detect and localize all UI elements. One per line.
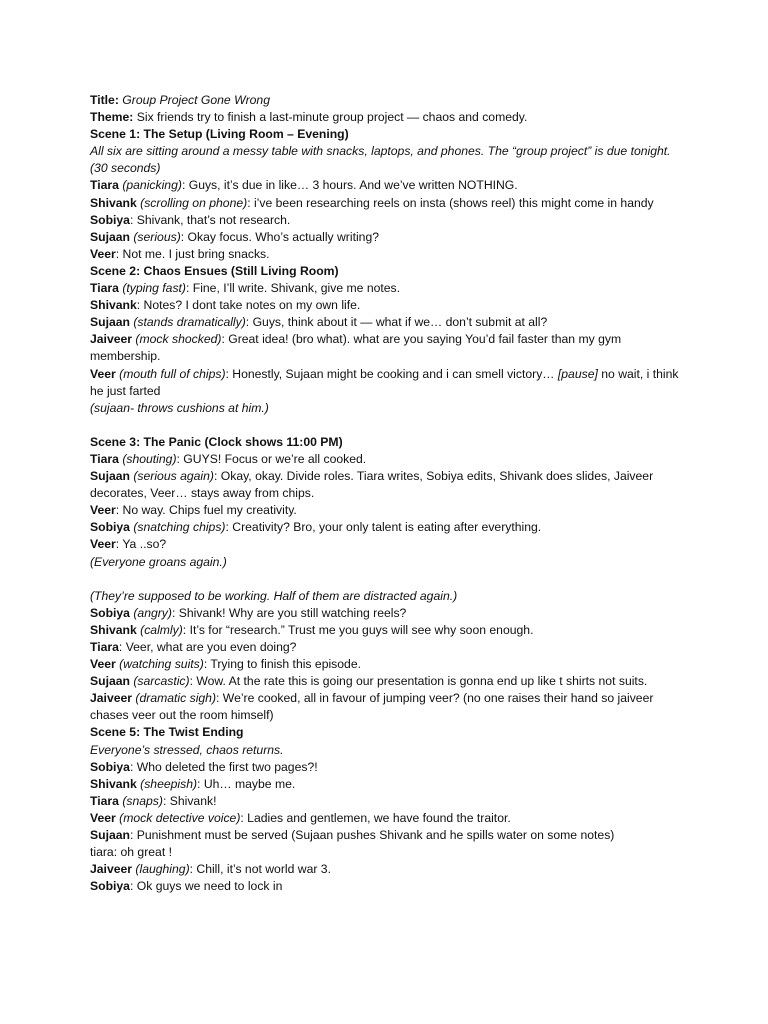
- dialogue-text: : Ladies and gentlemen, we have found the traitor.: [240, 810, 511, 825]
- stage-direction: (30 seconds): [90, 161, 161, 176]
- dialogue-text: no wait, i think he just farted: [90, 366, 679, 398]
- speaker-name: Sujaan: [90, 469, 130, 484]
- dialogue-text: : Guys, it’s due in like… 3 hours. And we’ve written NOTHING.: [181, 178, 518, 193]
- speaker-name: Sobiya: [90, 759, 130, 774]
- dialogue-text: : Okay focus. Who’s actually writing?: [180, 229, 380, 244]
- blank-line: [90, 571, 690, 588]
- parenthetical: (sheepish): [140, 776, 198, 791]
- dialogue-line: [90, 519, 690, 536]
- parenthetical: (watching suits): [119, 657, 204, 672]
- parenthetical: (sarcastic): [133, 674, 190, 689]
- stage-direction: Everyone’s stressed, chaos returns.: [90, 742, 284, 757]
- theme-label: Theme:: [90, 110, 134, 125]
- dialogue-text: : Who deleted the first two pages?!: [129, 759, 318, 774]
- parenthetical: [pause]: [557, 366, 598, 381]
- dialogue-line: [90, 451, 690, 468]
- parenthetical: (stands dramatically): [133, 315, 246, 330]
- dialogue-line: [90, 810, 690, 827]
- dialogue-line: [90, 622, 690, 639]
- scene-heading: Scene 3: The Panic (Clock shows 11:00 PM): [90, 434, 343, 449]
- dialogue-text: : Okay, okay. Divide roles. Tiara writes, Sobiya edits, Shivank does slides, Jaiveer decorates, Veer… stays away from chips.: [90, 469, 654, 501]
- parenthetical: (panicking): [122, 178, 182, 193]
- theme-value: Six friends try to finish a last-minute group project — chaos and comedy.: [136, 110, 528, 125]
- blank-line: [90, 417, 690, 434]
- stage-direction: (sujaan- throws cushions at him.): [90, 400, 269, 415]
- speaker-name: Sobiya: [90, 212, 130, 227]
- dialogue-text: : Punishment must be served (Sujaan pushes Shivank and he spills water on some notes): [129, 828, 615, 843]
- stage-direction: (They’re supposed to be working. Half of them are distracted again.): [90, 588, 458, 603]
- speaker-name: Shivank: [90, 298, 137, 313]
- dialogue-text: : Notes? I dont take notes on my own life.: [136, 298, 361, 313]
- speaker-name: Shivank: [90, 622, 137, 637]
- dialogue-text: : Wow. At the rate this is going our presentation is gonna end up like t shirts not suits.: [189, 674, 648, 689]
- parenthetical: (shouting): [122, 451, 177, 466]
- dialogue-line: [90, 536, 690, 553]
- speaker-name: Tiara: [90, 451, 119, 466]
- dialogue-line: [90, 861, 690, 878]
- dialogue-text: : Fine, I’ll write. Shivank, give me notes.: [185, 281, 401, 296]
- dialogue-text: : i’ve been researching reels on insta (shows reel) this might come in handy: [247, 195, 654, 210]
- title-value: Group Project Gone Wrong: [122, 93, 270, 107]
- speaker-name: Tiara: [90, 178, 119, 193]
- script-document: [90, 92, 690, 895]
- scene-heading: Scene 2: Chaos Ensues (Still Living Room): [90, 263, 339, 278]
- dialogue-line: [90, 177, 690, 194]
- dialogue-text: : Shivank!: [162, 793, 217, 808]
- dialogue-text: : Guys, think about it — what if we… don’t submit at all?: [245, 315, 548, 330]
- parenthetical: (mouth full of chips): [119, 366, 226, 381]
- title-line: [90, 92, 690, 109]
- dialogue-text: : We’re cooked, all in favour of jumping veer? (no one raises their hand so jaiveer chases veer out the room himself): [90, 691, 654, 723]
- speaker-name: Tiara: [90, 640, 119, 654]
- parenthetical: (mock detective voice): [119, 810, 241, 825]
- parenthetical: (snatching chips): [133, 520, 226, 535]
- dialogue-line: [90, 776, 690, 793]
- dialogue-line: [90, 280, 690, 297]
- parenthetical: (calmly): [140, 622, 183, 637]
- dialogue-text: : It’s for “research.” Trust me you guys will see why soon enough.: [182, 622, 534, 637]
- parenthetical: (scrolling on phone): [140, 195, 248, 210]
- dialogue-text: : Ok guys we need to lock in: [129, 879, 283, 894]
- stage-direction: All six are sitting around a messy table with snacks, laptops, and phones. The “group project” is due tonight.: [90, 144, 671, 159]
- speaker-name: Veer: [90, 537, 116, 552]
- dialogue-line: [90, 297, 690, 314]
- parenthetical: (typing fast): [122, 281, 186, 296]
- speaker-name: Sobiya: [90, 605, 130, 620]
- dialogue-line: [90, 690, 690, 724]
- speaker-name: Veer: [90, 810, 116, 825]
- dialogue-line: [90, 656, 690, 673]
- dialogue-text: : Great idea! (bro what). what are you saying You’d fail faster than my gym membership.: [90, 332, 622, 364]
- speaker-name: Veer: [90, 657, 116, 672]
- dialogue-text: : No way. Chips fuel my creativity.: [115, 503, 297, 518]
- parenthetical: (mock shocked): [135, 332, 222, 347]
- dialogue-line: [90, 229, 690, 246]
- dialogue-text: : Ya ..so?: [115, 537, 167, 552]
- speaker-name: Sobiya: [90, 520, 130, 535]
- dialogue-text: : Shivank! Why are you still watching reels?: [171, 605, 407, 620]
- parenthetical: (snaps): [122, 793, 163, 808]
- speaker-name: Jaiveer: [90, 862, 133, 877]
- dialogue-line: [90, 605, 690, 622]
- speaker-name: Veer: [90, 366, 116, 381]
- dialogue-text: : Shivank, that’s not research.: [129, 212, 291, 227]
- dialogue-line: [90, 827, 690, 844]
- parenthetical: (serious again): [133, 469, 214, 484]
- stage-direction: (Everyone groans again.): [90, 554, 227, 569]
- script-body: [90, 126, 690, 895]
- speaker-name: Jaiveer: [90, 332, 133, 347]
- theme-line: [90, 109, 690, 126]
- scene-heading: Scene 5: The Twist Ending: [90, 725, 244, 740]
- dialogue-line: [90, 759, 690, 776]
- scene-heading: Scene 1: The Setup (Living Room – Evening): [90, 127, 349, 142]
- dialogue-text: : Uh… maybe me.: [197, 776, 296, 791]
- speaker-name: Shivank: [90, 776, 137, 791]
- speaker-name: Sujaan: [90, 229, 130, 244]
- speaker-name: Sujaan: [90, 674, 130, 689]
- dialogue-text: : Chill, it’s not world war 3.: [189, 862, 331, 877]
- dialogue-line: [90, 639, 690, 656]
- speaker-name: Sujaan: [90, 315, 130, 330]
- speaker-name: Sujaan: [90, 828, 130, 843]
- dialogue-line: [90, 246, 690, 263]
- dialogue-text: : Honestly, Sujaan might be cooking and i can smell victory…: [225, 366, 558, 381]
- dialogue-line: [90, 212, 690, 229]
- dialogue-text: : Veer, what are you even doing?: [118, 640, 297, 654]
- dialogue-text: : Not me. I just bring snacks.: [115, 246, 270, 261]
- speaker-name: Jaiveer: [90, 691, 133, 706]
- parenthetical: (dramatic sigh): [135, 691, 217, 706]
- speaker-name: Sobiya: [90, 879, 130, 894]
- dialogue-line: [90, 502, 690, 519]
- dialogue-line: [90, 195, 690, 212]
- plain-line: tiara: oh great !: [90, 845, 172, 860]
- speaker-name: Veer: [90, 503, 116, 518]
- dialogue-line: [90, 366, 690, 400]
- parenthetical: (angry): [133, 605, 172, 620]
- parenthetical: (laughing): [135, 862, 190, 877]
- dialogue-text: : GUYS! Focus or we’re all cooked.: [176, 451, 367, 466]
- speaker-name: Tiara: [90, 281, 119, 296]
- dialogue-line: [90, 878, 690, 895]
- dialogue-text: : Trying to finish this episode.: [203, 657, 361, 672]
- parenthetical: (serious): [133, 229, 181, 244]
- dialogue-line: [90, 314, 690, 331]
- dialogue-line: [90, 793, 690, 810]
- dialogue-line: [90, 331, 690, 365]
- dialogue-text: : Creativity? Bro, your only talent is eating after everything.: [225, 520, 542, 535]
- speaker-name: Veer: [90, 246, 116, 261]
- dialogue-line: [90, 468, 690, 502]
- speaker-name: Tiara: [90, 793, 119, 808]
- title-label: Title:: [90, 93, 119, 107]
- dialogue-line: [90, 673, 690, 690]
- speaker-name: Shivank: [90, 195, 137, 210]
